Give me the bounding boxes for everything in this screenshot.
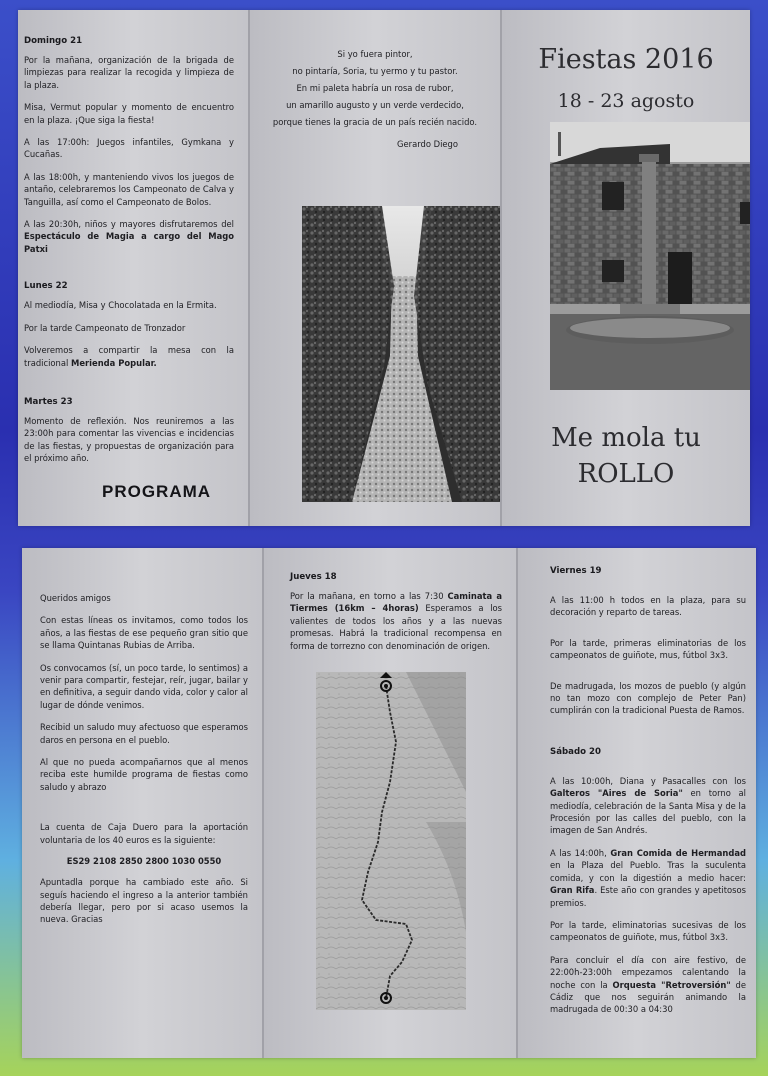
brochure-inside (22, 548, 756, 1058)
poem-line: un amarillo augusto y un verde verdecido, (286, 100, 464, 110)
text-fragment: en torno al mediodía, celebración de la Santa Misa y de la Procesión por las calles del pueblo, con la imagen de San Andrés. (550, 788, 747, 836)
sabado-paragraph (550, 847, 746, 909)
route-map (316, 672, 466, 1010)
day-heading-jueves: Jueves 18 (290, 572, 337, 582)
bold-fragment: Gran Rifa (550, 885, 595, 896)
text-fragment: A las 14:00h, (550, 847, 611, 858)
lunes-paragraph: Al mediodía, Misa y Chocolatada en la Ermita. (24, 300, 217, 311)
panel-jueves (264, 548, 516, 1058)
day-heading-sabado: Sábado 20 (550, 746, 601, 757)
lunes-paragraph (24, 344, 234, 369)
sabado-paragraph (550, 954, 746, 1016)
letter-paragraph: Al que no pueda acompañarnos que al menos reciba este humilde programa de fiestas como saludo y abrazo (40, 757, 248, 792)
day-heading-viernes: Viernes 19 (550, 566, 602, 576)
cover-dates: 18 - 23 agosto (557, 90, 695, 112)
jueves-paragraph (290, 590, 502, 652)
viernes-paragraph: De madrugada, los mozos de pueblo (y algún no tan mozo con complejo de Peter Pan) cumplirán con la tradicional Puesta de Ramos. (550, 680, 746, 716)
bold-fragment: Caminata a Tiermes (16km – 4horas) (290, 591, 503, 614)
poem-line: no pintaría, Soria, tu yermo y tu pastor. (292, 66, 458, 76)
poem-line: En mi paleta habría un rosa de rubor, (296, 83, 454, 93)
viernes-paragraph: A las 11:00 h todos en la plaza, para su decoración y reparto de tareas. (550, 595, 746, 618)
text-fragment: Por la mañana, en torno a las 7:30 (290, 591, 448, 601)
domingo-paragraph (24, 218, 234, 255)
text-fragment: en la Plaza del Pueblo. Tras la suculenta comida, y con la digestión a medio hacer: (550, 860, 746, 883)
letter-paragraph: Os convocamos (sí, un poco tarde, lo sentimos) a venir para compartir, festejar, reír, jugar, bailar y en definitiva, a seguir dando vida, color y calor al lugar de dónde venimos. (40, 662, 248, 710)
bold-fragment: Merienda Popular. (71, 357, 157, 368)
letter-greeting: Queridos amigos (40, 593, 111, 603)
sabado-paragraph (550, 775, 746, 837)
day-heading-martes: Martes 23 (24, 396, 73, 407)
panel-letter (22, 548, 262, 1058)
text-fragment: Esperamos a los valientes de todos los años y a las nuevas promesas. Habrá la tradicional recompensa en forma de torrezno con denominación de origen. (290, 603, 503, 651)
gorge-photo (302, 206, 500, 502)
letter-paragraph: La cuenta de Caja Duero para la aportación voluntaria de los 40 euros es la siguiente: (40, 822, 248, 845)
cover-slogan (502, 420, 750, 492)
bold-fragment: Orquesta "Retroversión" (612, 979, 731, 990)
sabado-paragraph: Por la tarde, eliminatorias sucesivas de los campeonatos de guiñote, mus, fútbol 3x3. (550, 919, 746, 943)
bold-fragment: Galteros "Aires de Soria" (550, 788, 683, 799)
lunes-paragraph: Por la tarde Campeonato de Tronzador (24, 322, 186, 333)
text-fragment: de Cádiz que nos seguirán animando la madrugada de 00:30 a 04:30 (550, 979, 747, 1015)
panel-program-end (18, 10, 248, 526)
panel-cover (502, 10, 750, 526)
text-fragment: A las 10:00h, Diana y Pasacalles con los (550, 775, 746, 786)
poem-line: porque tienes la gracia de un país recién nacido. (272, 117, 478, 127)
domingo-paragraph: A las 17:00h: Juegos infantiles, Gymkana y Cucañas. (24, 137, 234, 160)
day-heading-lunes: Lunes 22 (24, 281, 68, 292)
domingo-paragraph: Por la mañana, organización de la brigada de limpiezas para realizar la recogida y limpieza de la plaza. (24, 55, 234, 90)
day-heading-domingo: Domingo 21 (24, 36, 83, 46)
programa-title: PROGRAMA (102, 482, 212, 501)
bank-account-number: ES29 2108 2850 2800 1030 0550 (66, 856, 222, 867)
poem-author: Gerardo Diego (397, 139, 458, 149)
bold-fragment: Gran Comida de Hermandad (610, 847, 746, 858)
panel-poem (250, 10, 500, 526)
text-fragment: . Este año con grandes y apetitosos premios. (550, 885, 746, 908)
rollo-column-photo (550, 122, 750, 390)
text-fragment: A las 20:30h, niños y mayores disfrutaremos del (24, 219, 234, 230)
letter-paragraph: Apuntadla porque ha cambiado este año. Si seguís haciendo el ingreso a la anterior también debería llegar, pero por si acaso usemos la nueva. Gracias (40, 877, 248, 925)
brochure-cover-side (18, 10, 750, 526)
slogan-line: Me mola tu (551, 423, 701, 453)
martes-paragraph: Momento de reflexión. Nos reuniremos a las 23:00h para comentar las vivencias e incidencias de las fiestas, y propuestas de organización para el próximo año. (24, 415, 234, 464)
domingo-paragraph: A las 18:00h, y manteniendo vivos los juegos de antaño, celebraremos los Campeonato de Calva y Tanguilla, así como el Campeonato de Bolos. (24, 171, 234, 207)
letter-paragraph: Recibid un saludo muy afectuoso que esperamos daros en persona en el pueblo. (40, 722, 248, 745)
slogan-line: ROLLO (577, 459, 675, 489)
bold-fragment: Espectáculo de Magia a cargo del Mago Patxi (24, 231, 234, 254)
viernes-paragraph: Por la tarde, primeras eliminatorias de los campeonatos de guiñote, mus, fútbol 3x3. (550, 637, 746, 661)
domingo-paragraph: Misa, Vermut popular y momento de encuentro en la plaza. ¡Que siga la fiesta! (24, 102, 234, 125)
text-fragment: Para concluir el día con aire festivo, de 22:00h-23:00h empezamos calentando la noche con la (550, 954, 746, 990)
letter-paragraph: Con estas líneas os invitamos, como todos los años, a las fiestas de ese pequeño gran sitio que se llama Quintanas Rubias de Arriba. (40, 615, 248, 651)
text-fragment: Volveremos a compartir la mesa con la tradicional (24, 345, 234, 368)
panel-viernes-sabado (518, 548, 756, 1058)
poem-line: Si yo fuera pintor, (337, 49, 413, 59)
cover-title: Fiestas 2016 (538, 44, 714, 75)
